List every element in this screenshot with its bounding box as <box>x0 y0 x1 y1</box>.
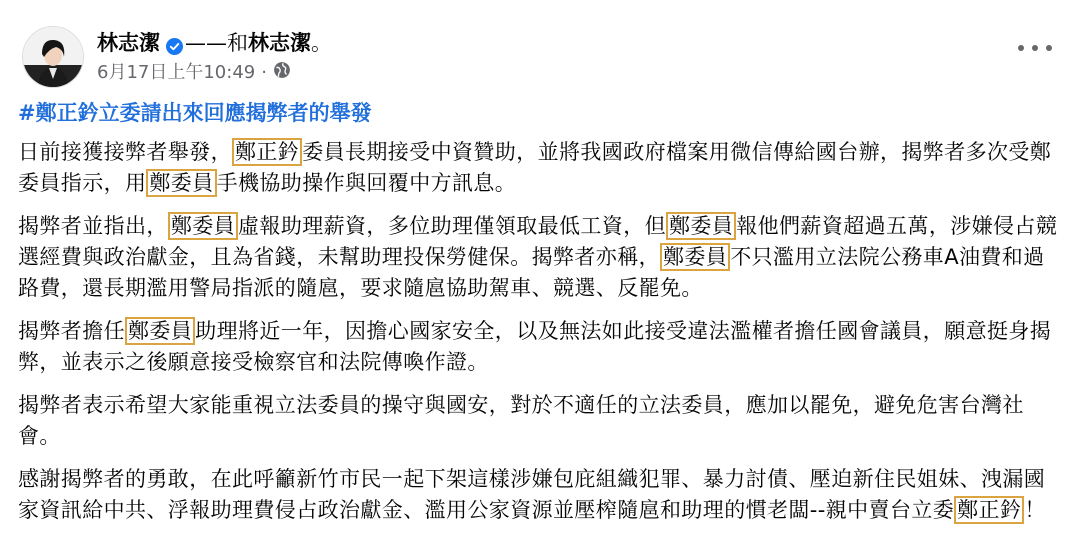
paragraph-text: 助理將近一年，因擔心國家安全，以及無法如此接受違法濫權者擔任國會議員，願意挺身揭弊，並表示之後願意接受檢察官和法院傳喚作證。 <box>18 319 1052 374</box>
highlighted-name: 鄭委員 <box>666 212 736 240</box>
paragraph-text: ！ <box>1024 498 1046 522</box>
timestamp[interactable]: 6月17日上午10:49 <box>97 62 256 83</box>
tagged-suffix: 。 <box>311 30 332 55</box>
paragraph-text: 揭弊者並指出， <box>18 214 168 238</box>
highlighted-name: 鄭正鈐 <box>232 138 302 166</box>
with-text: ——和 <box>185 30 248 55</box>
author-name[interactable]: 林志潔 <box>97 30 160 55</box>
post-meta <box>97 29 332 86</box>
tagged-person[interactable]: 林志潔 <box>248 30 311 55</box>
paragraph-text: 日前接獲接弊者舉發， <box>18 140 232 164</box>
paragraph-text: 不只濫用立法院公務車A油費和過路費，還長期濫用警局指派的隨扈，要求隨扈協助駕車、競選、反罷免。 <box>18 245 1045 300</box>
highlighted-name: 鄭委員 <box>660 243 730 271</box>
highlighted-name: 鄭委員 <box>125 317 195 345</box>
post-paragraph <box>18 464 1063 526</box>
avatar-photo <box>23 27 83 87</box>
paragraph-text: 虛報助理薪資，多位助理僅領取最低工資，但 <box>238 214 667 238</box>
highlighted-name: 鄭正鈐 <box>954 496 1024 524</box>
post-body <box>18 137 1063 538</box>
globe-icon[interactable] <box>273 61 291 86</box>
highlighted-name: 鄭委員 <box>146 169 216 197</box>
more-dot <box>1018 45 1024 51</box>
post-paragraph <box>18 316 1063 378</box>
paragraph-text: 委員長期接受中資贊助，並將我國政府檔案用微信傳給國台辦，揭弊者多次受鄭委員指示，用 <box>18 140 1052 195</box>
post-paragraph <box>18 137 1063 199</box>
post-header <box>22 22 332 92</box>
more-options-button[interactable] <box>1018 38 1052 58</box>
more-dot <box>1046 45 1052 51</box>
post-paragraph <box>18 211 1063 304</box>
verified-badge-icon <box>166 34 183 51</box>
more-dot <box>1032 45 1038 51</box>
post-paragraph <box>18 390 1063 452</box>
paragraph-text: 揭弊者表示希望大家能重視立法委員的操守與國安，對於不適任的立法委員，應加以罷免，避免危害台灣社會。 <box>18 393 1024 448</box>
paragraph-text: 手機協助操作與回覆中方訊息。 <box>216 171 517 195</box>
timestamp-line <box>97 61 332 86</box>
paragraph-text: 報他們薪資超過五萬，涉嫌侵占競選經費與政治獻金，且為省錢，未幫助理投保勞健保。揭弊者亦稱， <box>18 214 1058 269</box>
time-separator: · <box>261 62 267 83</box>
author-line <box>97 29 332 57</box>
paragraph-text: 感謝揭弊者的勇敢，在此呼籲新竹市民一起下架這樣涉嫌包庇組織犯罪、暴力討債、壓迫新住民姐妹、洩漏國家資訊給中共、浮報助理費侵占政治獻金、濫用公家資源並壓榨隨扈和助理的慣老闆--親中賣台立委 <box>18 467 1046 522</box>
highlighted-name: 鄭委員 <box>168 212 238 240</box>
avatar[interactable] <box>22 26 84 88</box>
paragraph-text: 揭弊者擔任 <box>18 319 125 343</box>
hashtag-link[interactable]: #鄭正鈐立委請出來回應揭弊者的舉發 <box>18 101 372 125</box>
